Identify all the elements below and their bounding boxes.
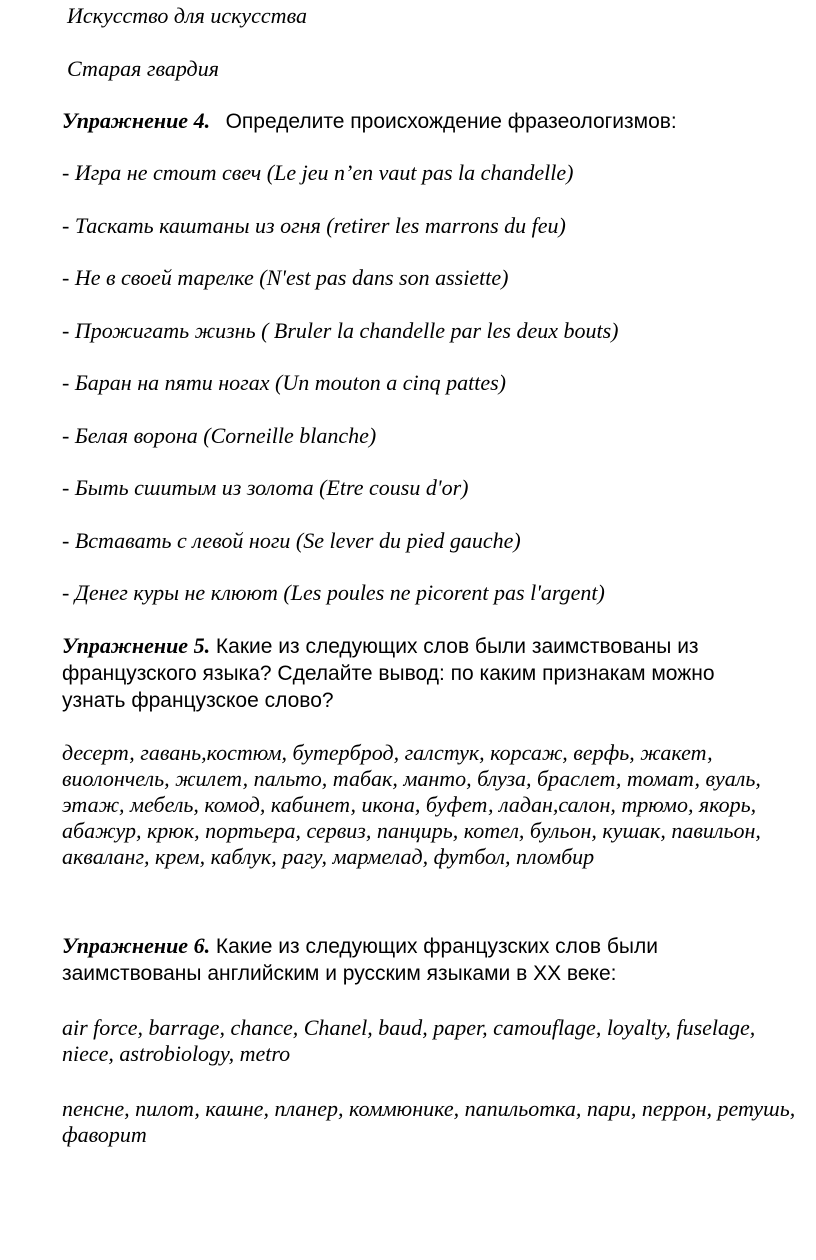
exercise-5-paragraph xyxy=(62,632,762,714)
exercise-6-paragraph xyxy=(62,932,762,987)
exercise-4-text: Определите происхождение фразеологизмов: xyxy=(225,110,677,133)
exercise-5-label: Упражнение 5. xyxy=(62,633,211,658)
heading-art-for-art: Искусство для искусства xyxy=(67,3,307,28)
exercise-6-text: Какие из следующих французских слов были заимствованы английским и русским языками в XX веке: xyxy=(62,935,658,985)
idiom-item: - Баран на пяти ногах (Un mouton a cinq pattes) xyxy=(62,370,506,395)
exercise-4-label: Упражнение 4. xyxy=(62,108,211,133)
idiom-item: - Не в своей тарелке (N'est pas dans son assiette) xyxy=(62,265,509,290)
exercise-6-label: Упражнение 6. xyxy=(62,933,211,958)
idiom-item: - Денег куры не клюют (Les poules ne picorent pas l'argent) xyxy=(62,580,605,605)
exercise-5-text: Какие из следующих слов были заимствованы из французского языка? Сделайте вывод: по каким признакам можно узнать французское слово? xyxy=(62,635,715,712)
idiom-item: - Таскать каштаны из огня (retirer les marrons du feu) xyxy=(62,213,566,238)
exercise-6-words-en: air force, barrage, chance, Chanel, baud, paper, camouflage, loyalty, fuselage, niece, astrobiology, metro xyxy=(62,1015,756,1066)
heading-old-guard: Старая гвардия xyxy=(67,56,219,81)
idiom-item: - Прожигать жизнь ( Bruler la chandelle par les deux bouts) xyxy=(62,318,619,343)
idiom-item: - Быть сшитым из золота (Etre cousu d'or) xyxy=(62,475,469,500)
idiom-item: - Игра не стоит свеч (Le jeu n’en vaut pas la chandelle) xyxy=(62,160,574,185)
idiom-item: - Вставать с левой ноги (Se lever du pied gauche) xyxy=(62,528,521,553)
idiom-item: - Белая ворона (Corneille blanche) xyxy=(62,423,377,448)
exercise-4-header xyxy=(62,108,677,135)
exercise-5-words: десерт, гавань,костюм, бутерброд, галстук, корсаж, верфь, жакет, виолончель, жилет, пальто, табак, манто, блуза, браслет, томат, вуаль, этаж, мебель, комод, кабинет, икона, буфет, ладан,салон, трюмо, якорь, абажур, крюк, портьера, сервиз, панцирь, котел, бульон, кушак, павильон, акваланг, крем, каблук, рагу, мармелад, футбол, пломбир xyxy=(62,740,761,869)
exercise-6-words-ru: пенсне, пилот, кашне, планер, коммюнике, папильотка, пари, перрон, ретушь, фаворит xyxy=(62,1096,796,1147)
